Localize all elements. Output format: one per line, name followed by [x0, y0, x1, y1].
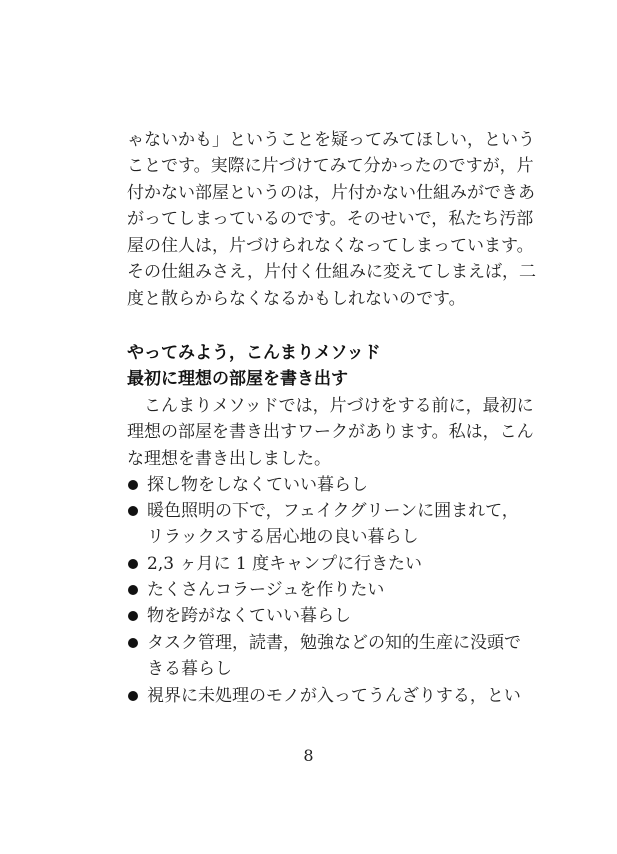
text-line: 度と散らからなくなるかもしれないのです。 [127, 289, 466, 309]
text-line: がってしまっているのです。そのせいで，私たち汚部 [127, 209, 534, 229]
list-item: タスク管理，読書，勉強などの知的生産に没頭で [147, 633, 521, 653]
text-line: ゃないかも」ということを疑ってみてほしい，という [127, 130, 535, 150]
bullet-icon [128, 585, 138, 595]
list-item: 2,3 ヶ月に 1 度キャンプに行きたい [147, 554, 423, 574]
subsection-heading: 最初に理想の部屋を書き出す [127, 369, 348, 389]
list-item-continuation: きる暮らし [147, 659, 232, 679]
text-line: 付かない部屋というのは，片付かない仕組みができあ [127, 183, 535, 203]
list-item: 物を跨がなくていい暮らし [147, 606, 351, 626]
text-line: な理想を書き出しました。 [127, 449, 331, 469]
text-line: 屋の住人は，片づけられなくなってしまっています。 [127, 236, 534, 256]
text-line: こんまりメソッドでは，片づけをする前に，最初に [127, 396, 534, 416]
bullet-icon [128, 611, 138, 621]
list-item: 探し物をしなくていい暮らし [147, 475, 368, 495]
text-line: 理想の部屋を書き出すワークがあります。私は，こん [127, 422, 534, 442]
list-item: たくさんコラージュを作りたい [147, 580, 385, 600]
page-number: 8 [303, 746, 314, 765]
text-line: ことです。実際に片づけてみて分かったのですが，片 [127, 156, 534, 176]
bullet-icon [128, 559, 138, 569]
section-heading: やってみよう，こんまりメソッド [127, 343, 381, 363]
list-item: 視界に未処理のモノが入ってうんざりする，とい [147, 686, 521, 706]
bullet-icon [128, 480, 138, 490]
bullet-icon [128, 638, 138, 648]
bullet-icon [128, 506, 138, 516]
list-item-continuation: リラックスする居心地の良い暮らし [147, 527, 419, 547]
text-line: その仕組みさえ，片付く仕組みに変えてしまえば，二 [127, 262, 537, 282]
bullet-icon [128, 691, 138, 701]
list-item: 暖色照明の下で，フェイクグリーンに囲まれて， [147, 501, 519, 521]
